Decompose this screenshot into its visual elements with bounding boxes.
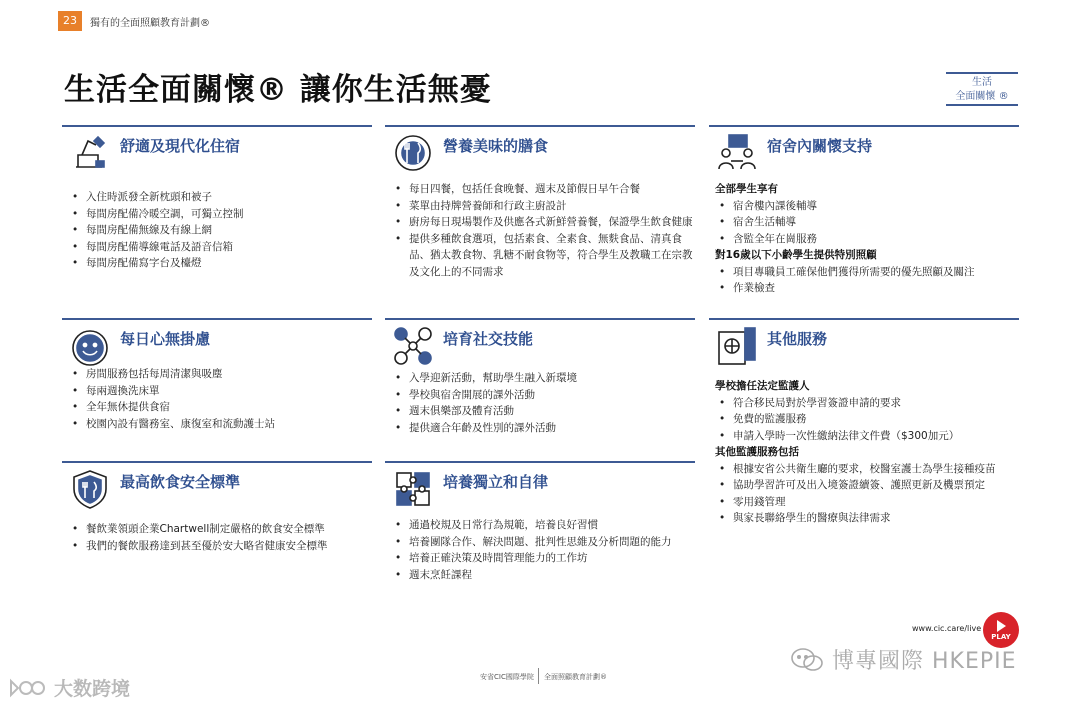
card-social <box>385 318 695 436</box>
list-item: • 菜單由持牌營養師和行政主廚設計 <box>391 198 695 215</box>
card-rule <box>62 318 372 320</box>
list-item: • 每兩週換洗床單 <box>68 383 372 400</box>
page-title: 生活全面關懷® 讓你生活無憂 <box>64 72 492 108</box>
section-tag <box>946 72 1018 106</box>
list-item: • 含監全年在崗服務 <box>715 231 1019 248</box>
play-icon <box>997 620 1006 632</box>
watermark-left <box>8 674 130 701</box>
list-item: • 全年無休提供食宿 <box>68 399 372 416</box>
puzzle-hands-icon <box>391 467 435 511</box>
card-title: 最高飲食安全標準 <box>120 473 241 491</box>
play-button[interactable] <box>983 612 1019 648</box>
card-rule <box>385 125 695 127</box>
card-title: 培育社交技能 <box>443 330 534 348</box>
desk-lamp-icon <box>68 131 112 175</box>
card-title: 培養獨立和自律 <box>443 473 549 491</box>
list-item: • 根據安省公共衛生廳的要求，校醫室護士為學生接種疫苗 <box>715 461 1019 478</box>
list-item: • 作業檢查 <box>715 280 1019 297</box>
card-rule <box>709 318 1019 320</box>
fork-knife-icon <box>391 131 435 175</box>
list-item: • 培養正確決策及時間管理能力的工作坊 <box>391 550 695 567</box>
card-food-safety <box>62 461 372 554</box>
list-item: • 每間房配備無線及有線上網 <box>68 222 372 239</box>
list-item: • 每間房配備冷暖空調，可獨立控制 <box>68 206 372 223</box>
card-rule <box>62 461 372 463</box>
list-item: • 我們的餐飲服務達到甚至優於安大略省健康安全標準 <box>68 538 372 555</box>
card-rule <box>62 125 372 127</box>
shield-utensils-icon <box>68 467 112 511</box>
list-item: • 培養團隊合作、解決問題、批判性思維及分析問題的能力 <box>391 534 695 551</box>
list-item: • 項目專職員工確保他們獲得所需要的優先照顧及關注 <box>715 264 1019 281</box>
card-subheading: 全部學生享有 <box>715 183 778 195</box>
list-item: • 房間服務包括每周清潔與吸塵 <box>68 366 372 383</box>
list-item: • 餐飲業領頭企業Chartwell制定嚴格的飲食安全標準 <box>68 521 372 538</box>
section-tag-line1: 生活 <box>972 77 992 88</box>
list-item: • 提供適合年齡及性別的課外活動 <box>391 420 695 437</box>
list-item: • 免費的監護服務 <box>715 411 1019 428</box>
card-title: 宿舍內關懷支持 <box>767 137 873 155</box>
card-subheading: 對16歲以下小齡學生提供特別照顧 <box>715 249 877 261</box>
card-rule <box>385 318 695 320</box>
card-dorm-support <box>709 125 1019 297</box>
running-header: 獨有的全面照顧教育計劃® <box>90 18 210 29</box>
list-item: • 每日四餐，包括任食晚餐、週末及節假日早午合餐 <box>391 181 695 198</box>
watermark-right-text: 博專國際 HKEPIE <box>832 649 1017 674</box>
list-item: • 提供多種飲食選項，包括素食、全素食、無麩食品、清真食品、猶太教食物、乳糖不耐食物等，符合學生及教職工在宗教及文化上的不同需求 <box>391 231 695 281</box>
card-title: 每日心無掛慮 <box>120 330 211 348</box>
card-title: 營養美味的膳食 <box>443 137 549 155</box>
list-item: • 週末烹飪課程 <box>391 567 695 584</box>
card-other-services <box>709 318 1019 527</box>
brand-logo-icon <box>8 677 48 699</box>
list-item: • 廚房每日現場製作及供應各式新鮮營養餐，保證學生飲食健康 <box>391 214 695 231</box>
list-item: • 申請入學時一次性繳納法律文件費（$300加元） <box>715 428 1019 445</box>
list-item: • 週末俱樂部及體育活動 <box>391 403 695 420</box>
list-item: • 每間房配備導線電話及語音信箱 <box>68 239 372 256</box>
list-item: • 入學迎新活動，幫助學生融入新環境 <box>391 370 695 387</box>
list-item: • 通過校規及日常行為規範，培養良好習慣 <box>391 517 695 534</box>
wechat-icon <box>790 647 824 673</box>
footer-right-text: 全面照顧教育計劃® <box>544 673 607 681</box>
list-item: • 宿舍生活輔導 <box>715 214 1019 231</box>
play-label: PLAY <box>991 633 1011 641</box>
list-item: • 協助學習許可及出入境簽證續簽、護照更新及機票預定 <box>715 477 1019 494</box>
card-title: 其他服務 <box>767 330 828 348</box>
passport-icon <box>715 324 759 368</box>
card-worry-free <box>62 318 372 432</box>
list-item: • 符合移民局對於學習簽證申請的要求 <box>715 395 1019 412</box>
list-item: • 入住時派發全新枕頭和被子 <box>68 189 372 206</box>
card-subheading: 其他監護服務包括 <box>715 446 799 458</box>
network-people-icon <box>391 324 435 368</box>
tutoring-icon <box>715 131 759 175</box>
list-item: • 與家長聯絡學生的醫療與法律需求 <box>715 510 1019 527</box>
list-item: • 零用錢管理 <box>715 494 1019 511</box>
list-item: • 校園內設有醫務室、康復室和流動護士站 <box>68 416 372 433</box>
footer-url[interactable]: www.cic.care/live <box>912 624 982 633</box>
page-number: 23 <box>58 11 82 31</box>
card-meals <box>385 125 695 280</box>
card-housing <box>62 125 372 272</box>
footer-left-text: 安省CIC國際學院 <box>480 673 534 681</box>
card-independence <box>385 461 695 583</box>
section-tag-line2: 全面關懷 ® <box>955 91 1009 102</box>
card-title: 舒適及現代化住宿 <box>120 137 241 155</box>
list-item: • 每間房配備寫字台及檯燈 <box>68 255 372 272</box>
card-rule <box>385 461 695 463</box>
card-subheading: 學校擔任法定監護人 <box>715 380 810 392</box>
watermark-left-text: 大数跨境 <box>54 678 131 700</box>
footer-divider <box>538 668 539 684</box>
list-item: • 宿舍樓內課後輔導 <box>715 198 1019 215</box>
card-rule <box>709 125 1019 127</box>
list-item: • 學校與宿舍開展的課外活動 <box>391 387 695 404</box>
watermark-right <box>790 644 1017 675</box>
smiley-icon <box>68 324 112 368</box>
